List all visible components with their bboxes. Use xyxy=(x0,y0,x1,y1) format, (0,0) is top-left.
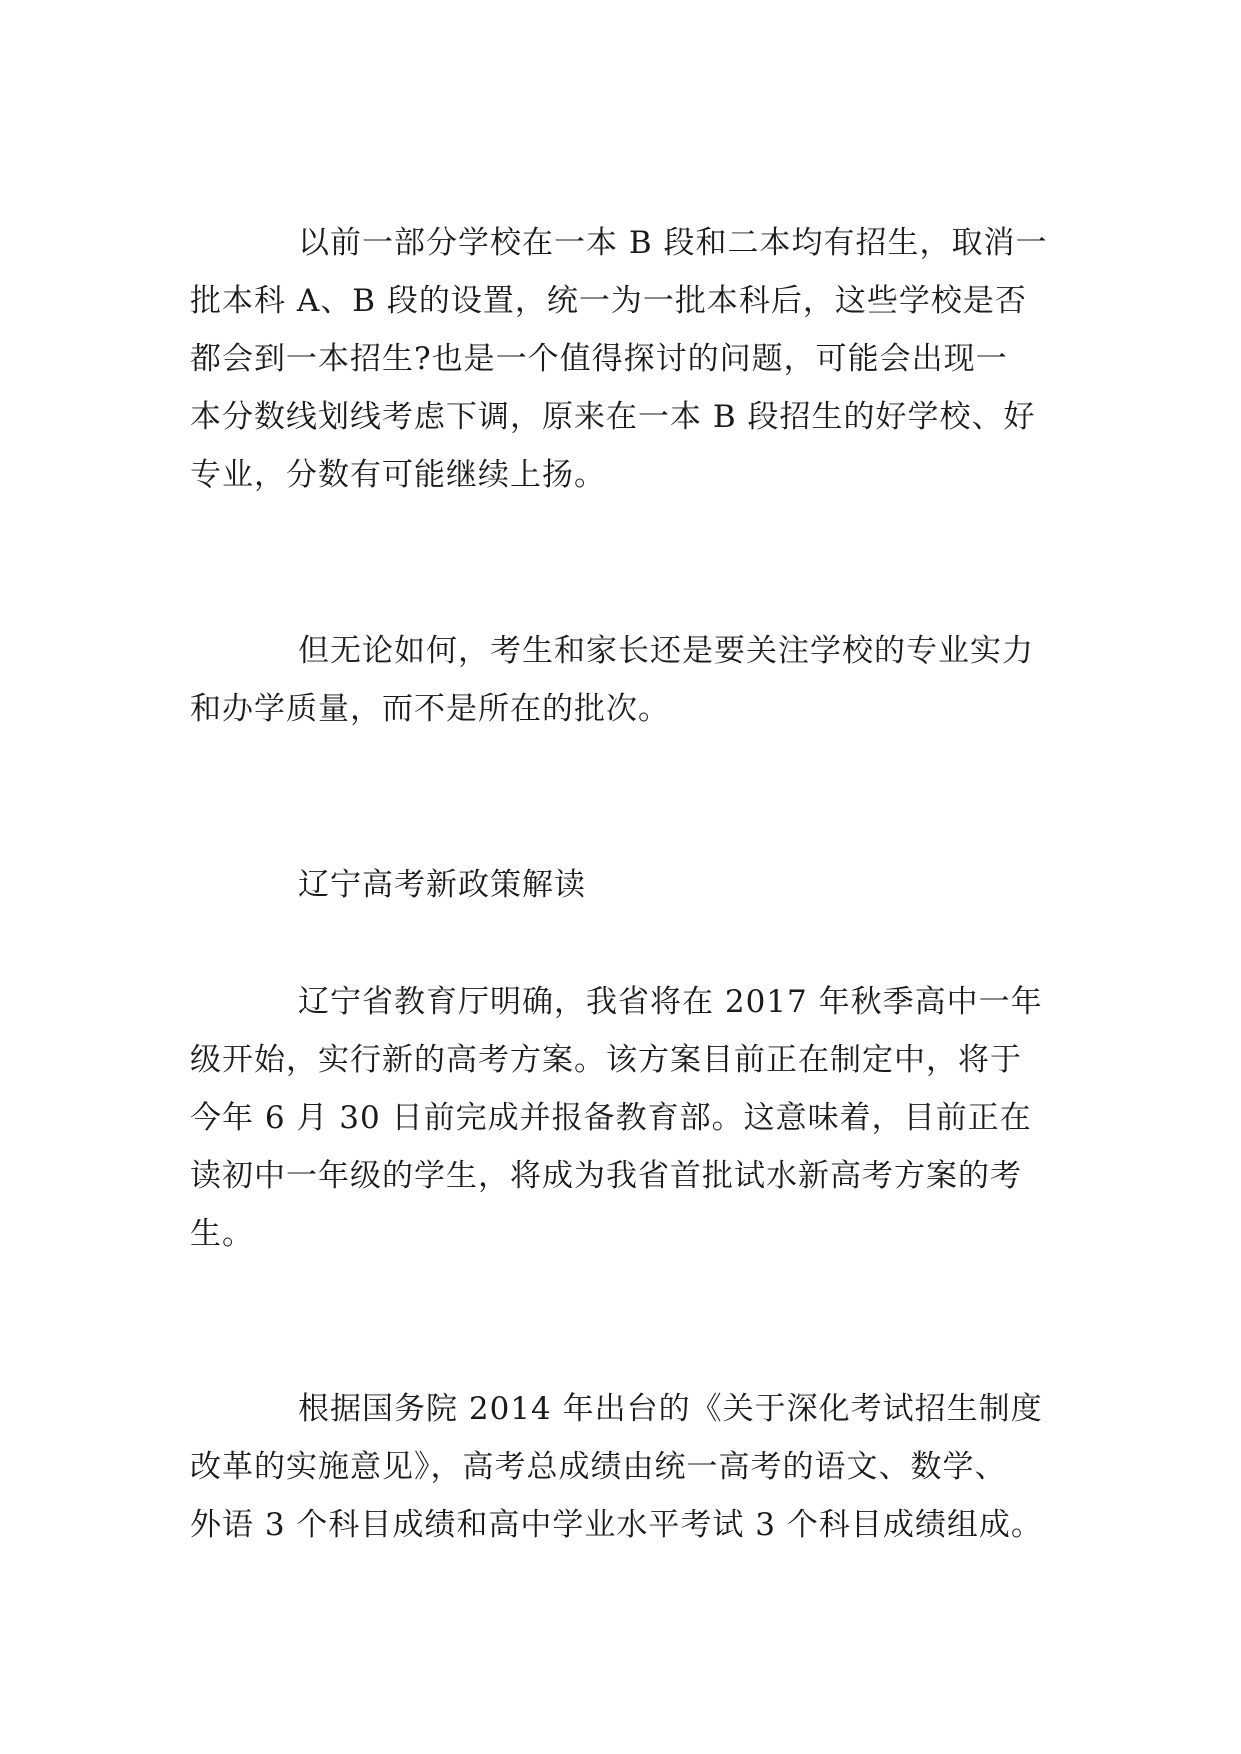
paragraph-line: 辽宁省教育厅明确，我省将在 2017 年秋季高中一年 xyxy=(298,984,1043,1020)
paragraph-line: 专业，分数有可能继续上扬。 xyxy=(190,457,606,493)
paragraph-line: 读初中一年级的学生，将成为我省首批试水新高考方案的考 xyxy=(190,1158,1022,1194)
paragraph-line: 以前一部分学校在一本 B 段和二本均有招生，取消一 xyxy=(298,225,1048,261)
paragraph-line: 和办学质量，而不是所在的批次。 xyxy=(190,691,670,727)
paragraph-line: 外语 3 个科目成绩和高中学业水平考试 3 个科目成绩组成。 xyxy=(190,1507,1043,1543)
paragraph-line: 今年 6 月 30 日前完成并报备教育部。这意味着，目前正在 xyxy=(190,1100,1032,1136)
section-heading: 辽宁高考新政策解读 xyxy=(298,867,586,903)
paragraph-line: 改革的实施意见》，高考总成绩由统一高考的语文、数学、 xyxy=(190,1449,1007,1485)
paragraph-line: 都会到一本招生?也是一个值得探讨的问题，可能会出现一 xyxy=(190,341,1008,377)
paragraph-line: 级开始，实行新的高考方案。该方案目前正在制定中，将于 xyxy=(190,1042,1022,1078)
paragraph-line: 批本科 A、B 段的设置，统一为一批本科后，这些学校是否 xyxy=(190,283,1027,319)
paragraph-line: 但无论如何，考生和家长还是要关注学校的专业实力 xyxy=(298,633,1034,669)
paragraph-line: 本分数线划线考虑下调，原来在一本 B 段招生的好学校、好 xyxy=(190,399,1036,435)
paragraph-line: 根据国务院 2014 年出台的《关于深化考试招生制度 xyxy=(298,1391,1043,1427)
paragraph-line: 生。 xyxy=(190,1216,254,1252)
